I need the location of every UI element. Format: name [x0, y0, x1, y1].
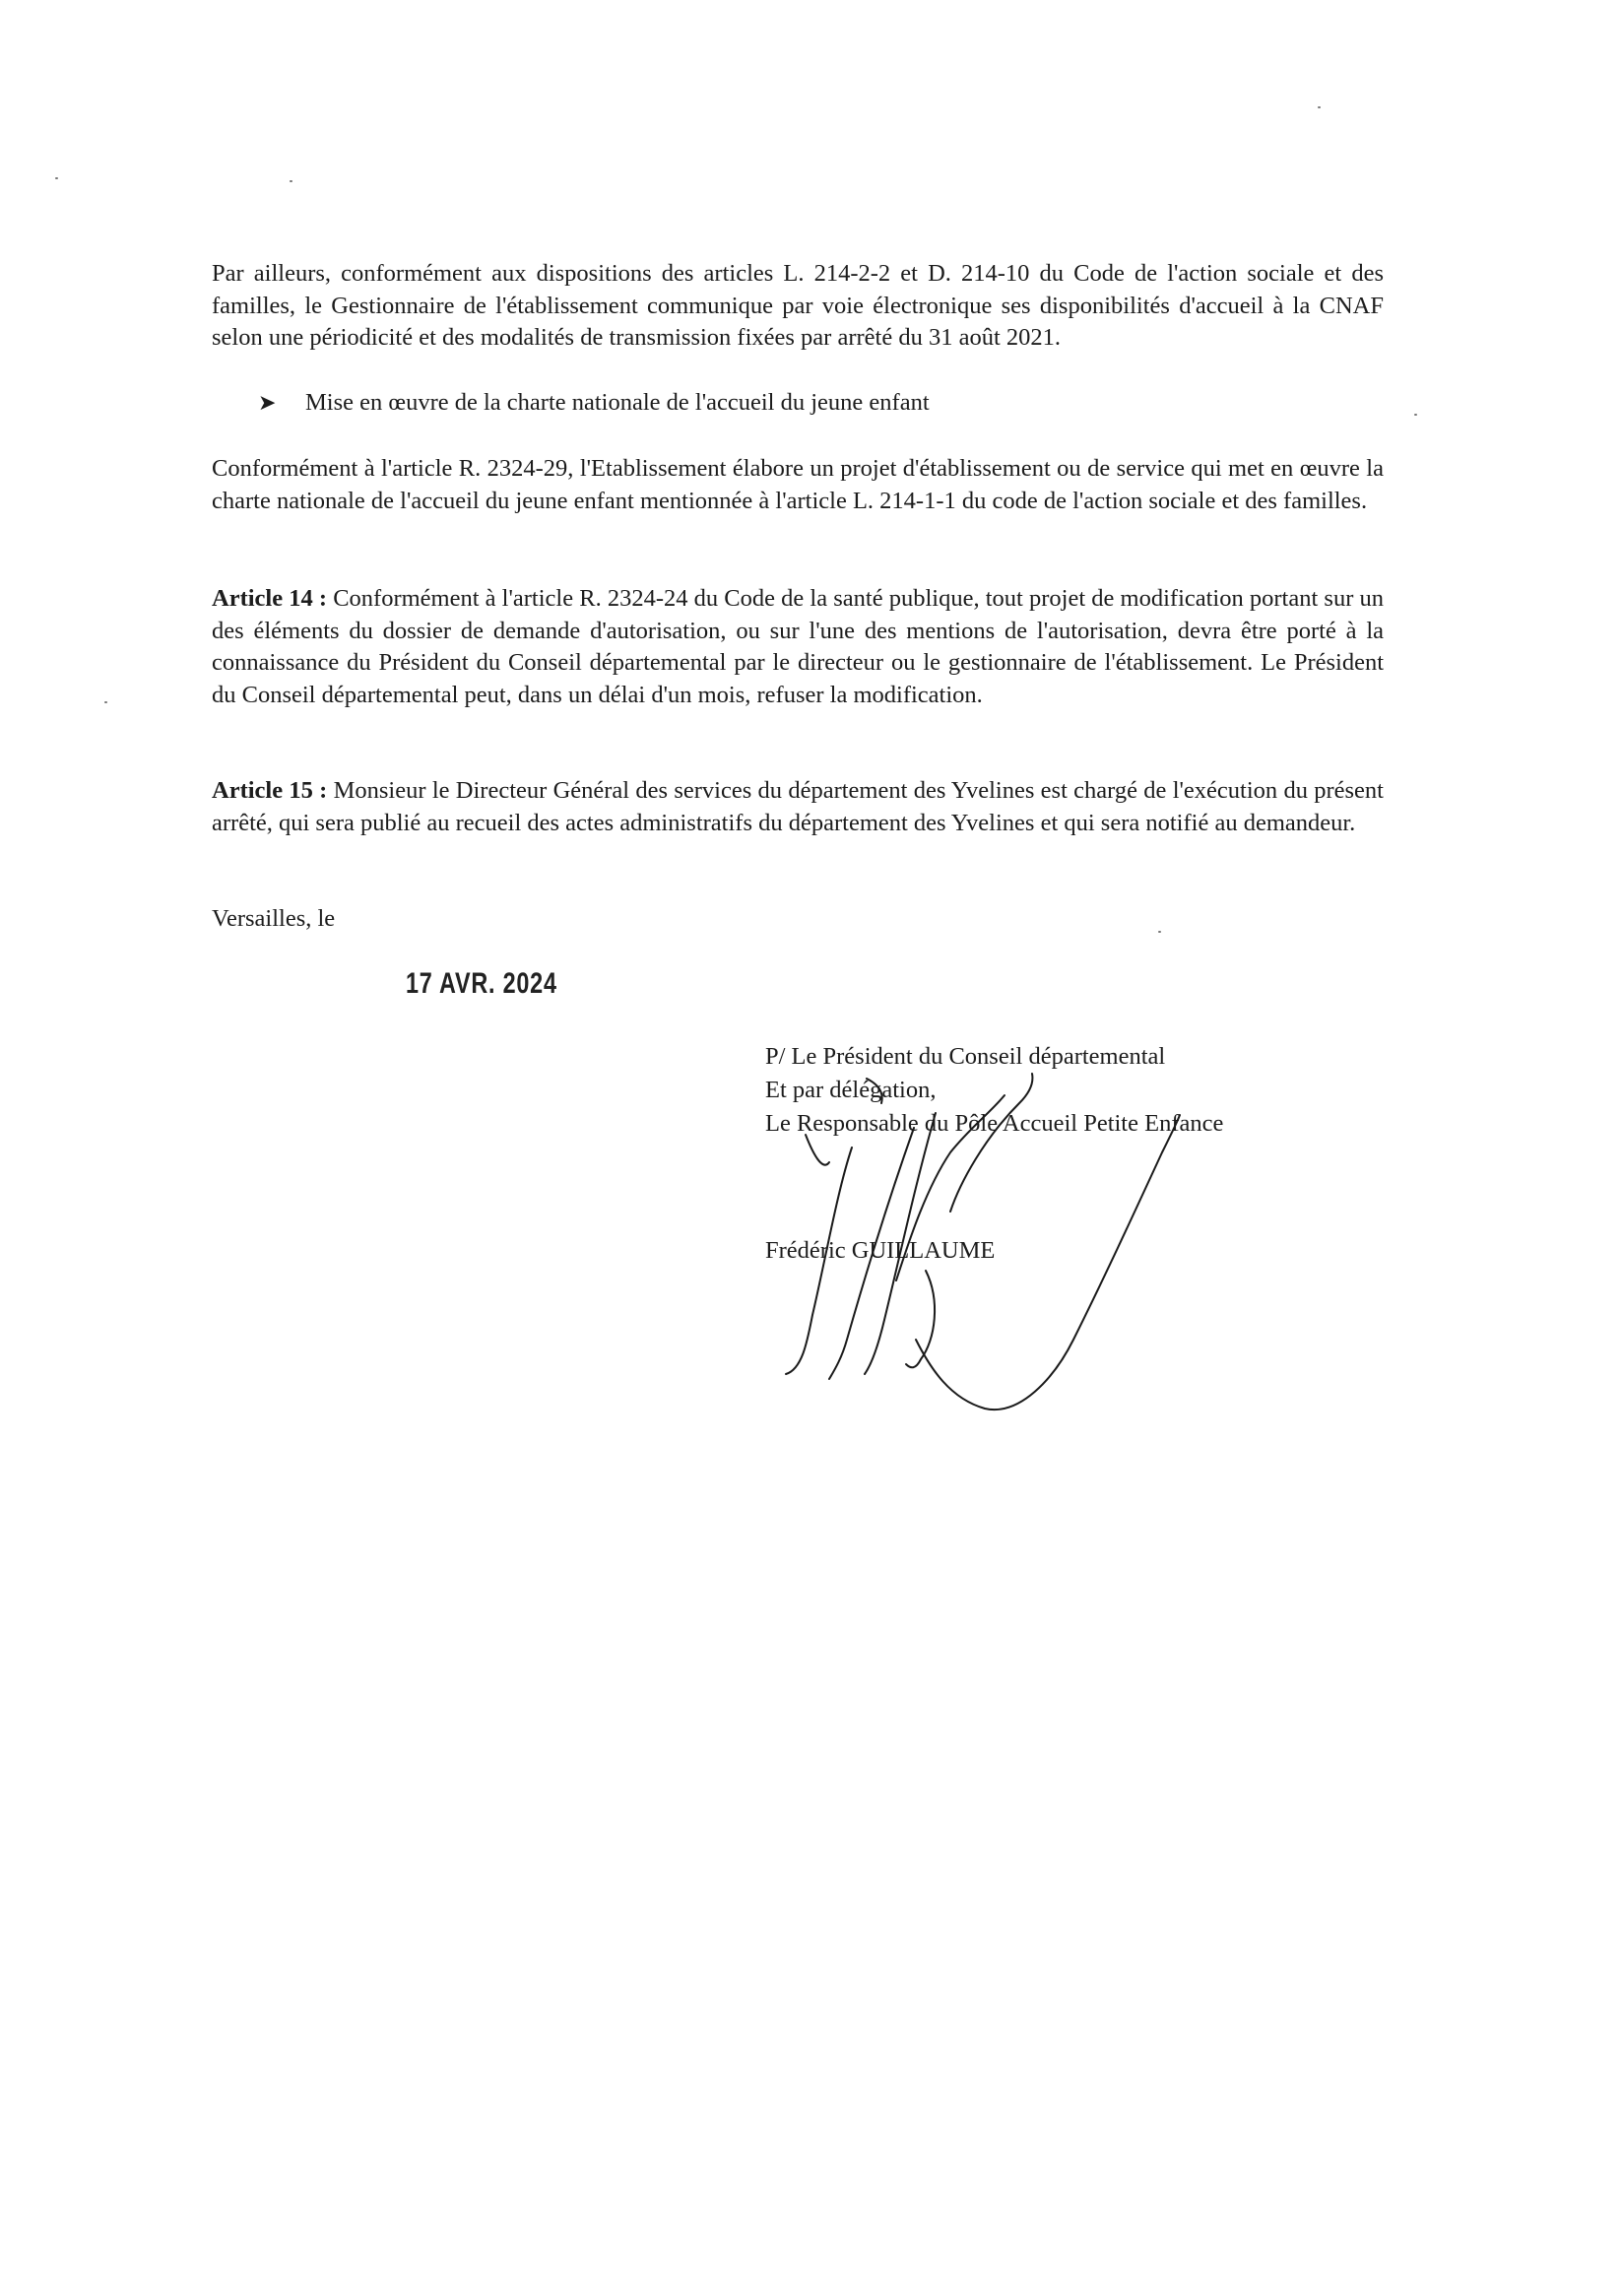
paragraph-cnaf: [212, 258, 1384, 355]
scan-speck: [104, 701, 107, 703]
section-heading: [258, 387, 930, 420]
arrow-bullet-icon: ➤: [258, 390, 277, 415]
signature-line-delegation: Et par délégation,: [765, 1077, 937, 1103]
place-line: Versailles, le: [212, 905, 336, 932]
handwritten-signature: [768, 1044, 1241, 1438]
scan-speck: [1414, 414, 1417, 416]
scan-speck: [55, 177, 58, 179]
article-15-label: Article 15 :: [212, 777, 328, 804]
article-15-text: Monsieur le Directeur Général des services du département des Yvelines est chargé de l'exécution du présent arrêté, qui sera publié au recueil des actes administratifs du département des Yvelines et qui sera notifié au demandeur.: [212, 777, 1384, 836]
date-stamp: 17 AVR. 2024: [406, 967, 557, 1000]
scan-speck: [1158, 931, 1161, 933]
article-14-text: Conformément à l'article R. 2324-24 du Code de la santé publique, tout projet de modification portant sur un des éléments du dossier de demande d'autorisation, ou sur l'une des mentions de l'autorisation, devra être porté à la connaissance du Président du Conseil départemental par le directeur ou le gestionnaire de l'établissement. Le Président du Conseil départemental peut, dans un délai d'un mois, refuser la modification.: [212, 585, 1385, 708]
scan-speck: [1318, 106, 1321, 108]
section-heading-text: Mise en œuvre de la charte nationale de l'accueil du jeune enfant: [305, 389, 930, 416]
signer-name: Frédéric GUILLAUME: [765, 1237, 996, 1264]
article-14-label: Article 14 :: [212, 585, 328, 612]
paragraph-charte: [212, 453, 1384, 517]
article-14: [212, 583, 1384, 711]
paragraph-charte-text: Conformément à l'article R. 2324-29, l'Etablissement élabore un projet d'établissement ou de service qui met en œuvre la charte nationale de l'accueil du jeune enfant mentionnée à l'article L. 214-1-1 du code de l'action sociale et des familles.: [212, 455, 1384, 514]
signature-line-president: P/ Le Président du Conseil départemental: [765, 1043, 1166, 1070]
signature-line-responsable: Le Responsable du Pôle Accueil Petite Enfance: [765, 1110, 1224, 1137]
paragraph-cnaf-text: Par ailleurs, conformément aux dispositions des articles L. 214-2-2 et D. 214-10 du Code de l'action sociale et des familles, le Gestionnaire de l'établissement communique par voie électronique ses disponibilités d'accueil à la CNAF selon une périodicité et des modalités de transmission fixées par arrêté du 31 août 2021.: [212, 260, 1384, 351]
scan-speck: [290, 180, 292, 182]
article-15: [212, 775, 1384, 839]
